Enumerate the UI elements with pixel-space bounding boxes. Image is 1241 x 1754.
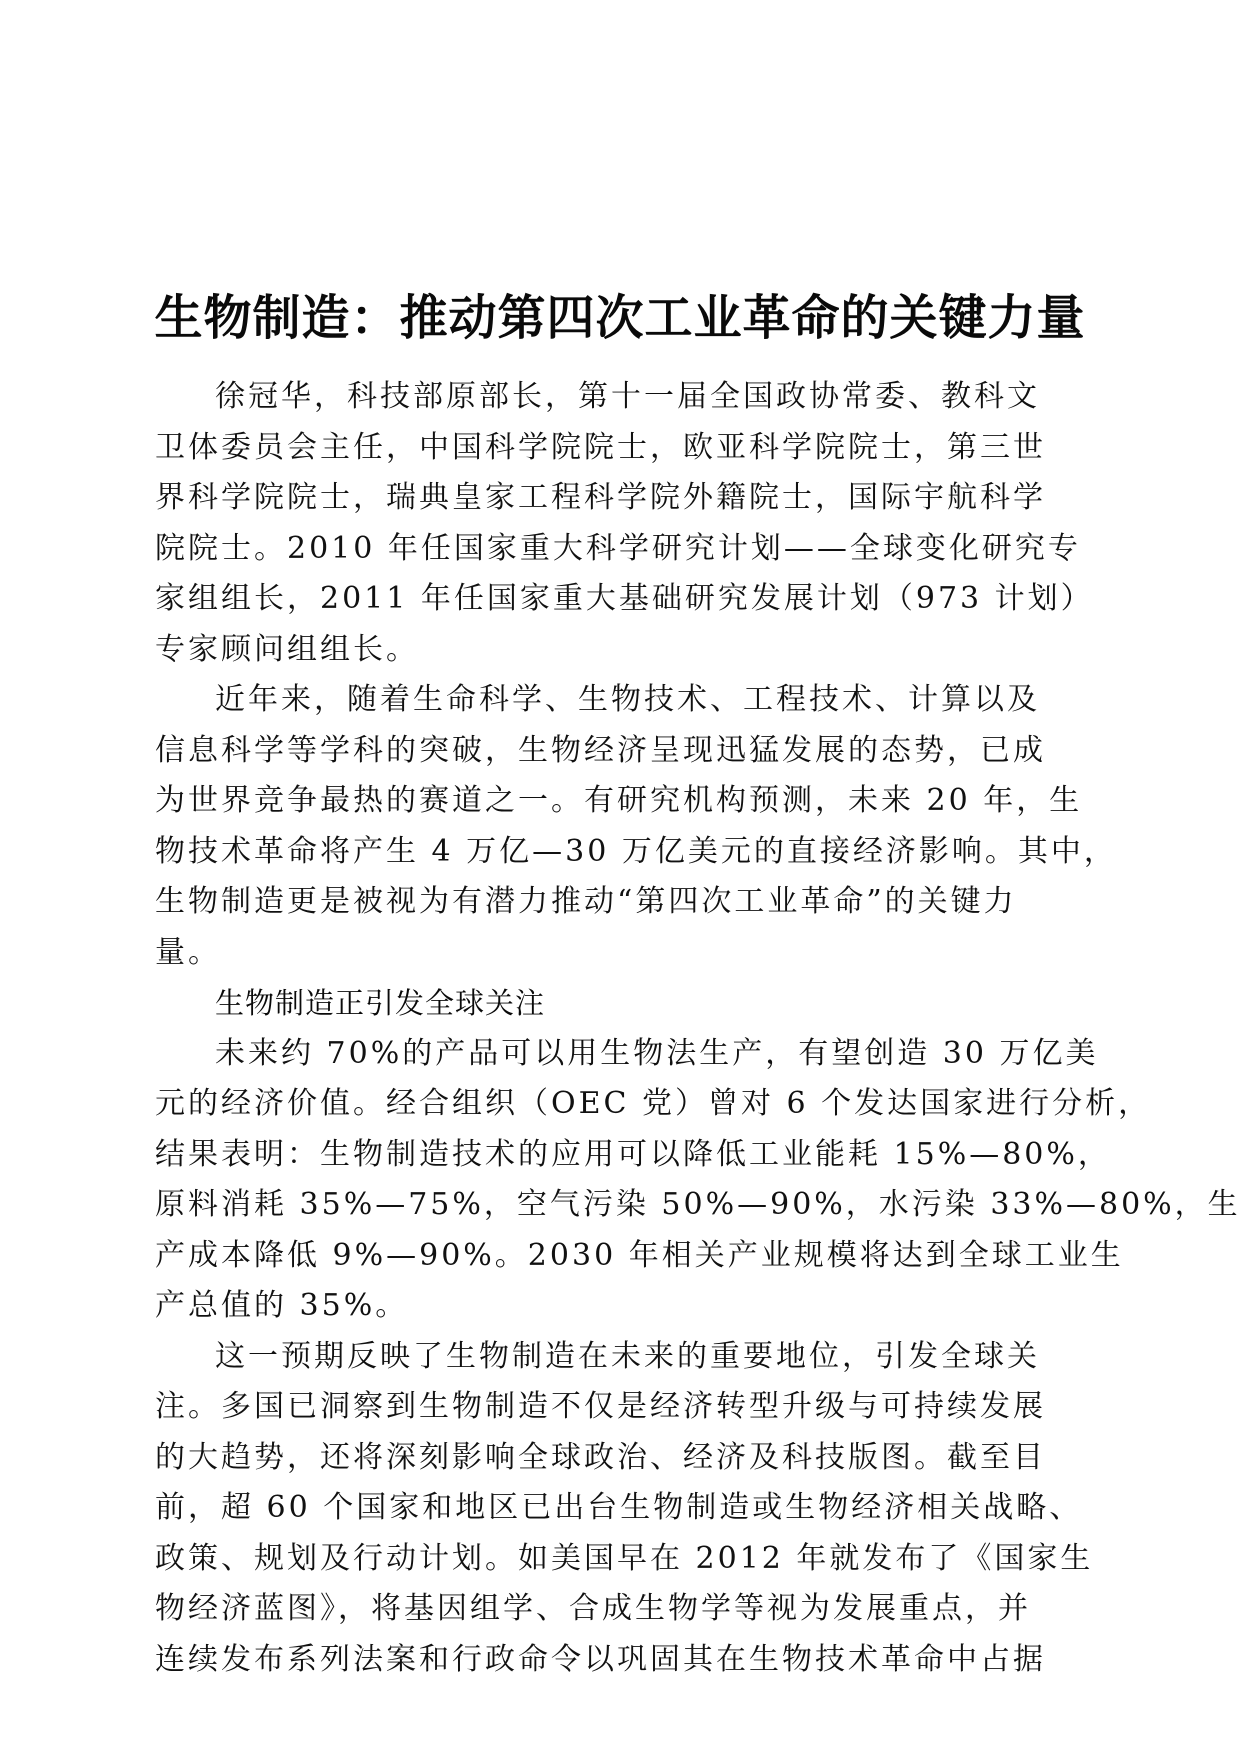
text-line: 未来约 70%的产品可以用生物法生产，有望创造 30 万亿美 <box>215 1035 1099 1071</box>
text-line: 的大趋势，还将深刻影响全球政治、经济及科技版图。截至目 <box>155 1439 1046 1475</box>
text-line: 注。多国已洞察到生物制造不仅是经济转型升级与可持续发展 <box>155 1389 1046 1424</box>
text-line: 家组组长，2011 年任国家重大基础研究发展计划（973 计划） <box>155 581 1094 616</box>
text-line: 专家顾问组组长。 <box>155 631 419 667</box>
text-line: 界科学院院士，瑞典皇家工程科学院外籍院士，国际宇航科学 <box>155 480 1046 515</box>
text-line: 物经济蓝图》，将基因组学、合成生物学等视为发展重点，并 <box>155 1591 1031 1626</box>
text-line: 徐冠华，科技部原部长，第十一届全国政协常委、教科文 <box>215 379 1040 414</box>
text-line: 物技术革命将产生 4 万亿—30 万亿美元的直接经济影响。其中， <box>155 833 1117 869</box>
text-line: 产总值的 35%。 <box>155 1288 409 1323</box>
text-line: 结果表明：生物制造技术的应用可以降低工业能耗 15%—80%， <box>155 1136 1111 1172</box>
text-line: 连续发布系列法案和行政命令以巩固其在生物技术革命中占据 <box>155 1641 1046 1677</box>
document-body <box>155 372 1241 1685</box>
section-heading: 生物制造正引发全球关注 <box>215 986 546 1020</box>
text-line: 原料消耗 35%—75%，空气污染 50%—90%，水污染 33%—80%，生 <box>155 1187 1241 1222</box>
text-line: 信息科学等学科的突破，生物经济呈现迅猛发展的态势，已成 <box>155 732 1046 768</box>
text-line: 产成本降低 9%—90%。2030 年相关产业规模将达到全球工业生 <box>155 1237 1124 1273</box>
text-line: 院院士。2010 年任国家重大科学研究计划——全球变化研究专 <box>155 530 1081 566</box>
text-line: 卫体委员会主任，中国科学院院士，欧亚科学院院士，第三世 <box>155 429 1046 465</box>
text-line: 生物制造更是被视为有潜力推动“第四次工业革命”的关键力 <box>155 884 1017 919</box>
document-title: 生物制造：推动第四次工业革命的关键力量 <box>154 290 1086 347</box>
text-line: 政策、规划及行动计划。如美国早在 2012 年就发布了《国家生 <box>155 1540 1094 1576</box>
text-line: 量。 <box>155 934 221 970</box>
text-line: 这一预期反映了生物制造在未来的重要地位，引发全球关 <box>215 1338 1040 1374</box>
text-line: 前，超 60 个国家和地区已出台生物制造或生物经济相关战略、 <box>155 1490 1083 1525</box>
text-line: 为世界竞争最热的赛道之一。有研究机构预测，未来 20 年，生 <box>155 783 1083 818</box>
text-line: 元的经济价值。经合组织（OEC 党）曾对 6 个发达国家进行分析， <box>155 1086 1152 1121</box>
text-line: 近年来，随着生命科学、生物技术、工程技术、计算以及 <box>215 682 1040 717</box>
